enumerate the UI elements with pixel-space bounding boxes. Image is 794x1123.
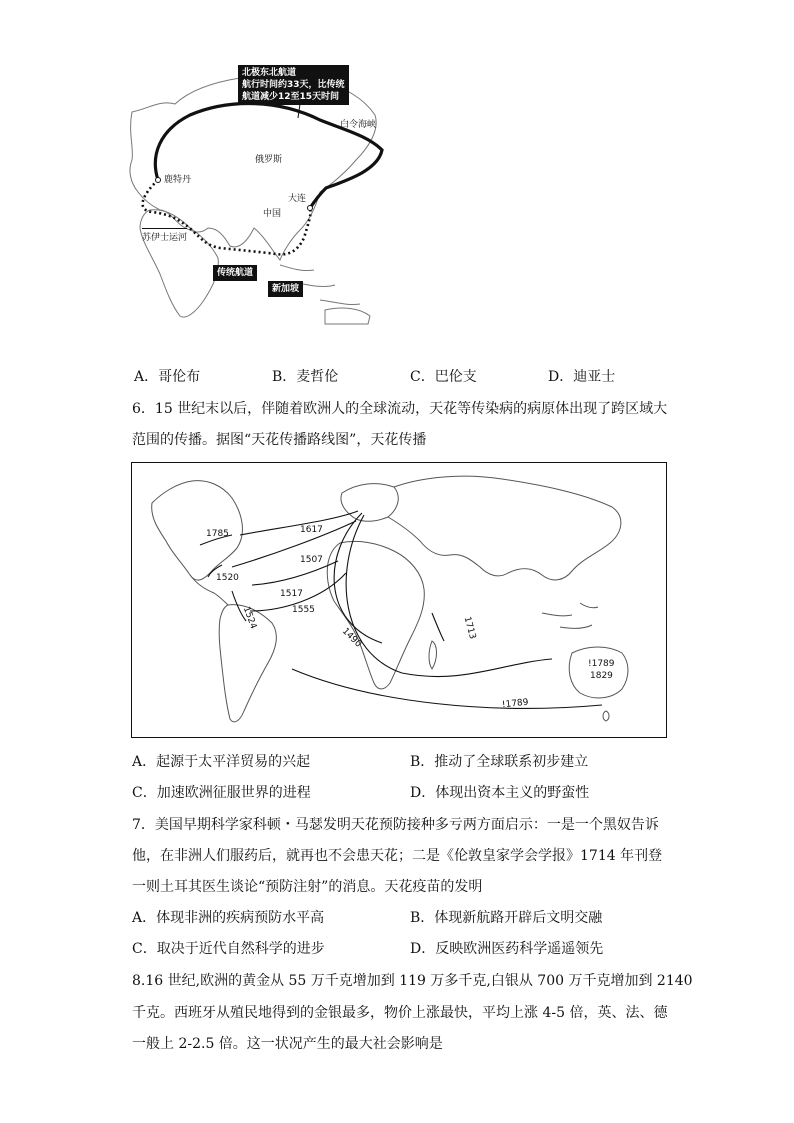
year-1555: 1555 [292,605,315,615]
year-1829: 1829 [590,671,613,681]
q7-stem-line-2: 他，在非洲人们服药后，就再也不会患天花；二是《伦敦皇家学会学报》1714 年刊登 [132,848,663,864]
route-1617 [240,511,358,535]
asia-outline [388,476,621,580]
route-europe-cape [346,515,552,677]
russia-label: 俄罗斯 [255,155,283,165]
q6-option-d: D．体现出资本主义的野蛮性 [410,785,590,801]
year-1713: 1713 [461,615,478,641]
suez-canal-label: 苏伊士运河 [142,228,187,243]
smallpox-map-graphic [132,463,665,736]
arctic-route-map [120,60,390,325]
route-1507 [232,521,356,567]
africa-outline [140,210,218,317]
q7-option-a: A．体现非洲的疾病预防水平高 [132,910,325,926]
dalian-label: 大连 [288,194,307,204]
africa-outline [327,541,424,689]
arctic-route-callout [238,65,349,105]
year-1520: 1520 [216,573,239,583]
route-1517 [252,561,338,585]
year-1789-pacific: !1789 [501,697,529,711]
year-1517: 1517 [280,589,303,599]
traditional-route-label: 传统航道 [213,265,257,281]
q6-option-c: C．加速欧洲征服世界的进程 [132,785,311,801]
q8-stem-line-1: 8.16 世纪,欧洲的黄金从 55 万千克增加到 119 万多千克,白银从 700 万千克增加到 2140 [132,973,693,989]
china-label: 中国 [263,209,282,219]
route-1789-pacific [292,669,602,708]
q8-stem-line-2: 千克。西班牙从殖民地得到的金银最多，物价上涨最快，平均上涨 4-5 倍，英、法、德 [132,1005,668,1021]
australia-outline [325,308,370,324]
europe-outline [341,484,398,522]
q6-option-a: A．起源于太平洋贸易的兴起 [132,754,311,770]
q5-option-d: D．迪亚士 [548,369,616,385]
rotterdam-label: 鹿特丹 [164,175,192,185]
bering-strait-label: 白令海峡 [340,120,377,130]
madagascar-outline [429,641,437,669]
year-1617: 1617 [300,525,323,535]
q7-option-d: D．反映欧洲医药科学遥遥领先 [410,941,604,957]
q7-option-c: C．取决于近代自然科学的进步 [132,941,325,957]
q5-option-b: B．麦哲伦 [272,369,339,385]
callout-line-3: 航道减少12至15天时间 [242,92,340,102]
rotterdam-dot [156,178,161,183]
q7-option-b: B．体现新航路开辟后文明交融 [410,910,603,926]
q6-option-b: B．推动了全球联系初步建立 [410,754,589,770]
year-1524: 1524 [240,605,259,631]
year-1789-australia: !1789 [588,659,615,669]
q5-option-a: A．哥伦布 [134,369,201,385]
route-1713 [432,613,444,641]
traditional-route-line [143,180,311,254]
q7-stem-line-1: 7．美国早期科学家科顿・马瑟发明天花预防接种多亏两方面启示：一是一个黑奴告诉 [132,817,659,833]
q6-stem-line-1: 6．15 世纪末以后，伴随着欧洲人的全球流动，天花等传染病的病原体出现了跨区域大 [132,401,668,417]
q7-stem-line-3: 一则土耳其医生谈论“预防注射”的消息。天花疫苗的发明 [132,879,483,895]
indonesia-outline [542,603,598,628]
dalian-dot [308,206,313,211]
year-1490: 1490 [339,626,364,650]
callout-line-1: 北极东北航道 [242,68,297,78]
year-1785: 1785 [206,529,229,539]
smallpox-spread-map [131,462,667,738]
q5-option-c: C．巴伦支 [410,369,477,385]
callout-line-2: 航行时间约33天，比传统 [242,80,345,90]
q8-stem-line-3: 一般上 2-2.5 倍。这一状况产生的最大社会影响是 [132,1036,443,1052]
singapore-label: 新加坡 [268,281,303,297]
tasmania-outline [603,711,609,721]
q6-stem-line-2: 范围的传播。据图“天花传播路线图”，天花传播 [132,432,427,448]
year-1507: 1507 [300,555,323,565]
